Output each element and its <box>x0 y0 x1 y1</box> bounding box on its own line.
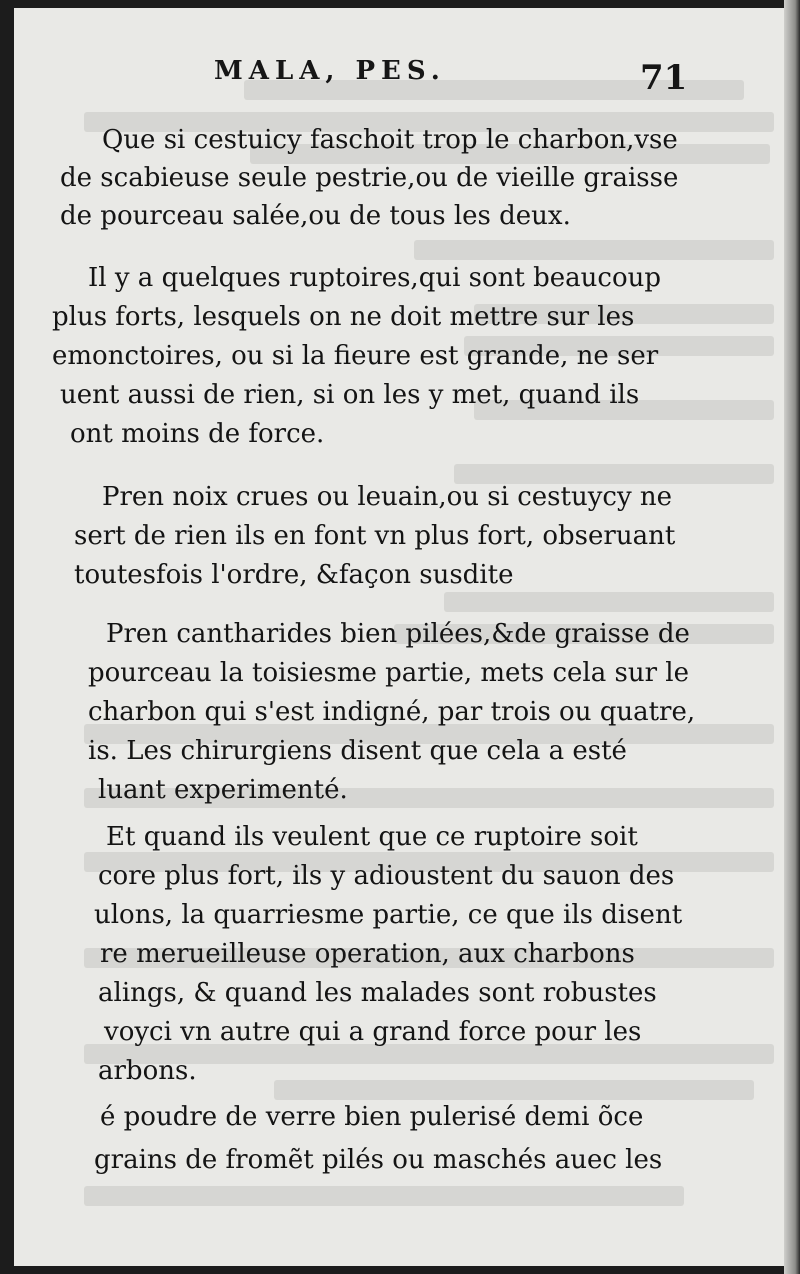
text-line: grains de fromẽt pilés ou maschés auec les <box>94 1145 663 1175</box>
text-line: emonctoires, ou si la fieure est grande, ne ser <box>52 341 659 371</box>
page-number: 71 <box>640 58 688 98</box>
text-line: Il y a quelques ruptoires,qui sont beaucoup <box>88 263 662 293</box>
text-line: is. Les chirurgiens disent que cela a esté <box>88 736 627 766</box>
text-line: é poudre de verre bien pulerisé demi õce <box>100 1102 644 1132</box>
text-line: Pren noix crues ou leuain,ou si cestuycy ne <box>102 482 673 512</box>
text-line: charbon qui s'est indigné, par trois ou quatre, <box>88 697 696 727</box>
text-line: ulons, la quarriesme partie, ce que ils disent <box>94 900 683 930</box>
text-line: luant experimenté. <box>98 775 348 805</box>
text-line: plus forts, lesquels on ne doit mettre sur les <box>52 302 635 332</box>
text-line: core plus fort, ils y adioustent du sauon des <box>98 861 675 891</box>
running-header: MALA, PES. <box>214 56 446 86</box>
text-line: Que si cestuicy faschoit trop le charbon,vse <box>102 125 678 155</box>
text-line: re merueilleuse operation, aux charbons <box>100 939 635 969</box>
text-line: voyci vn autre qui a grand force pour les <box>104 1017 642 1047</box>
text-line: uent aussi de rien, si on les y met, quand ils <box>60 380 640 410</box>
text-line: Et quand ils veulent que ce ruptoire soit <box>106 822 638 852</box>
book-page <box>14 8 784 1266</box>
page-edge-shadow <box>784 0 800 1274</box>
text-line: ont moins de force. <box>70 419 325 449</box>
text-line: alings, & quand les malades sont robustes <box>98 978 657 1008</box>
text-line: pourceau la toisiesme partie, mets cela sur le <box>88 658 689 688</box>
text-line: de scabieuse seule pestrie,ou de vieille graisse <box>60 163 679 193</box>
text-line: de pourceau salée,ou de tous les deux. <box>60 201 571 231</box>
text-line: sert de rien ils en font vn plus fort, obseruant <box>74 521 676 551</box>
text-line: toutesfois l'ordre, &façon susdite <box>74 560 514 590</box>
text-line: Pren cantharides bien pilées,&de graisse de <box>106 619 690 649</box>
text-line: arbons. <box>98 1056 197 1086</box>
